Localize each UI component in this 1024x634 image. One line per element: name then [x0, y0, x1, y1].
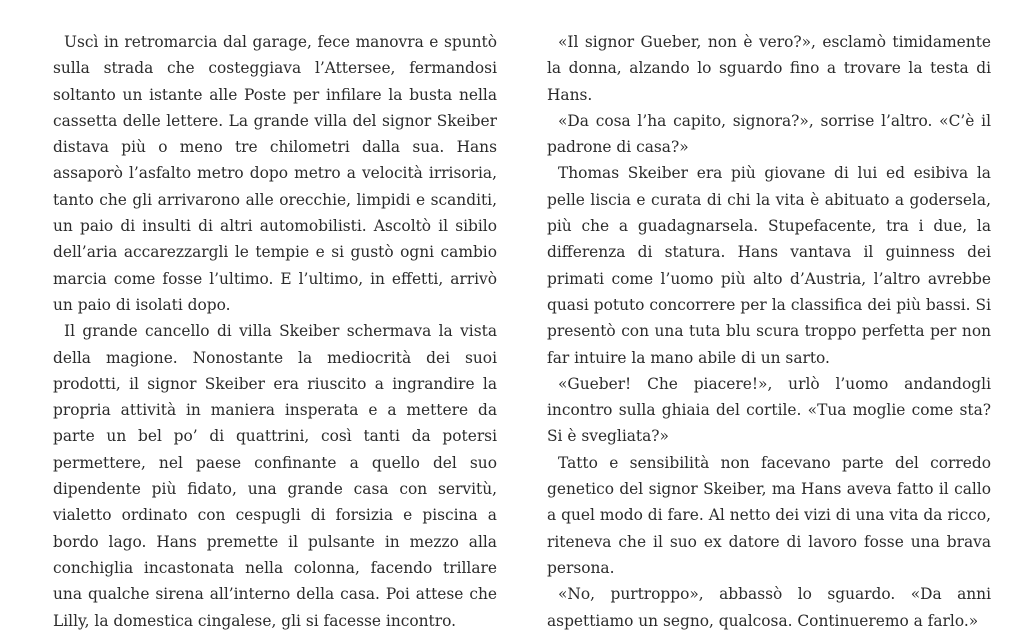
left-text-column	[53, 29, 497, 634]
paragraph: Il grande cancello di villa Skeiber schermava la vista della magione. Nonostante la mediocrità dei suoi prodotti, il signor Skeiber era riuscito a ingrandire la propria attività in maniera insperata e a mettere da parte un bel po’ di quattrini, così tanti da potersi permettere, nel paese confinante a quello del suo dipendente più fidato, una grande casa con servitù, vialetto ordinato con cespugli di forsizia e piscina a bordo lago. Hans premette il pulsante in mezzo alla conchiglia incastonata nella colonna, facendo trillare una qualche sirena all’interno della casa. Poi attese che Lilly, la domestica cingalese, gli si facesse incontro.	[53, 322, 497, 630]
paragraph: «Da cosa l’ha capito, signora?», sorrise l’altro. «C’è il padrone di casa?»	[547, 111, 991, 157]
paragraph: «Il signor Gueber, non è vero?», esclamò timidamente la donna, alzando lo sguardo fino a trovare la testa di Hans.	[547, 33, 991, 104]
paragraph: «No, purtroppo», abbassò lo sguardo. «Da anni aspettiamo un segno, qualcosa. Continueremo a farlo.»	[547, 585, 991, 630]
paragraph: Thomas Skeiber era più giovane di lui ed esibiva la pelle liscia e curata di chi la vita è abituato a godersela, più che a guadagnarsela. Stupefacente, tra i due, la differenza di statura. Hans vantava il guinness dei primati come l’uomo più alto d’Austria, l’altro avrebbe quasi potuto concorrere per la classifica dei più bassi. Si presentò con una tuta blu scura troppo perfetta per non far intuire la mano abile di un sarto.	[547, 164, 991, 367]
paragraph: «Gueber! Che piacere!», urlò l’uomo andandogli incontro sulla ghiaia del cortile. «Tua moglie come sta? Si è svegliata?»	[547, 374, 991, 446]
paragraph: Uscì in retromarcia dal garage, fece manovra e spuntò sulla strada che costeggiava l’Attersee, fermandosi soltanto un istante alle Poste per infilare la busta nella cassetta delle lettere. La grande villa del signor Skeiber distava più o meno tre chilometri dalla sua. Hans assaporò l’asfalto metro dopo metro a velocità irrisoria, tanto che gli arrivarono alle orecchie, limpidi e scanditi, un paio di insulti di altri automobilisti. Ascoltò il sibilo dell’aria accarezzargli le tempie e si gustò ogni cambio marcia come fosse l’ultimo. E l’ultimo, in effetti, arrivò un paio di isolati dopo.	[53, 33, 497, 314]
paragraph: Tatto e sensibilità non facevano parte del corredo genetico del signor Skeiber, ma Hans aveva fatto il callo a quel modo di fare. Al netto dei vizi di una vita da ricco, riteneva che il suo ex datore di lavoro fosse una brava persona.	[547, 453, 991, 577]
right-text-column	[547, 29, 991, 634]
